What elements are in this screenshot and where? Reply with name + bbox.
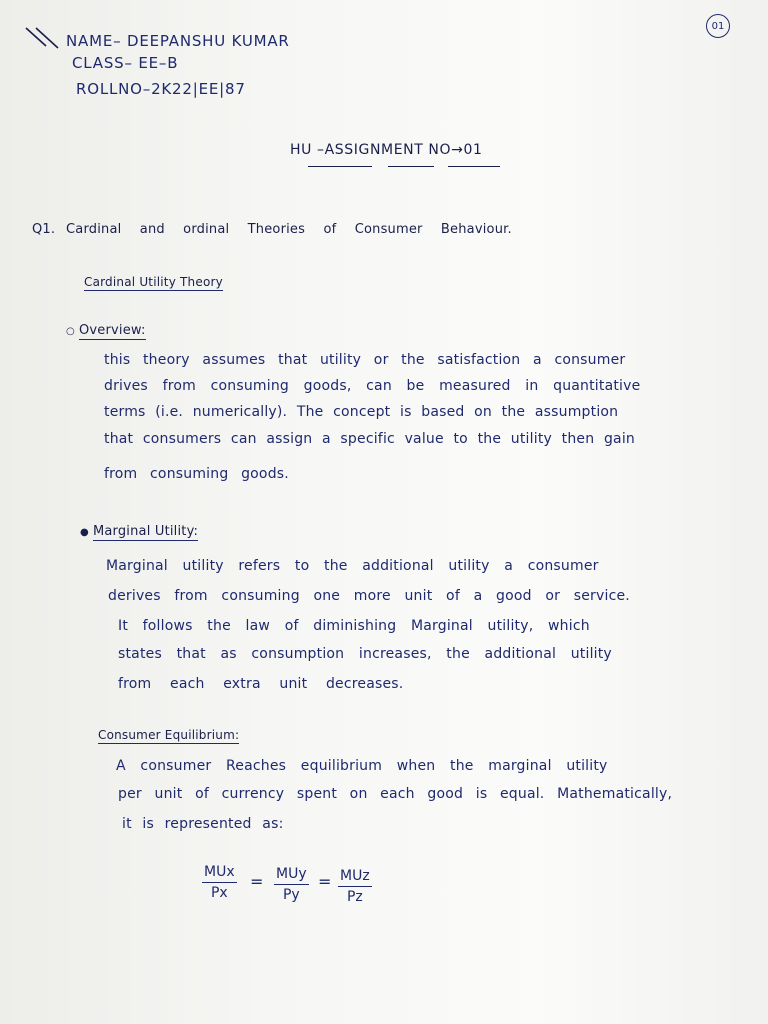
- title-underline-3: [448, 166, 500, 167]
- student-rollno: ROLLNO–2K22|EE|87: [76, 80, 246, 98]
- overview-heading: [66, 323, 146, 338]
- consumer-equilibrium-line: per unit of currency spent on each good is equal. Mathematically,: [118, 786, 673, 802]
- section-heading: Cardinal Utility Theory: [84, 275, 223, 289]
- formula-numerator: MUz: [340, 868, 370, 884]
- assignment-title: HU –ASSIGNMENT NO→01: [290, 142, 483, 158]
- formula-equals: =: [250, 872, 264, 891]
- overview-line: this theory assumes that utility or the satisfaction a consumer: [104, 352, 626, 368]
- formula-denominator: Py: [282, 887, 300, 903]
- marginal-utility-line: from each extra unit decreases.: [118, 676, 404, 692]
- formula-equals: =: [318, 872, 332, 891]
- formula-denominator: Pz: [346, 889, 363, 905]
- question-text: Cardinal and ordinal Theories of Consumer Behaviour.: [66, 222, 512, 237]
- margin-tick-mark: [24, 26, 64, 50]
- overview-heading-text: Overview:: [78, 323, 146, 338]
- bullet-icon: ○: [66, 326, 75, 337]
- formula-fraction-x: [202, 864, 237, 901]
- consumer-equilibrium-line: A consumer Reaches equilibrium when the marginal utility: [116, 758, 608, 774]
- consumer-equilibrium-line: it is represented as:: [122, 816, 284, 832]
- page-number-badge: 01: [706, 14, 730, 38]
- marginal-utility-line: states that as consumption increases, the additional utility: [118, 646, 612, 662]
- consumer-equilibrium-heading: Consumer Equilibrium:: [98, 728, 240, 742]
- overview-line: that consumers can assign a specific value to the utility then gain: [104, 431, 635, 447]
- student-name: NAME– DEEPANSHU KUMAR: [66, 32, 290, 50]
- fraction-bar: [202, 882, 237, 883]
- marginal-utility-line: Marginal utility refers to the additional utility a consumer: [106, 558, 599, 574]
- student-class: CLASS– EE–B: [72, 54, 179, 72]
- formula-fraction-y: [274, 866, 309, 903]
- title-underline-1: [308, 166, 372, 167]
- formula-denominator: Px: [210, 885, 228, 901]
- overview-line: terms (i.e. numerically). The concept is based on the assumption: [104, 404, 619, 420]
- question-label: Q1.: [32, 222, 56, 237]
- formula-numerator: MUx: [204, 864, 235, 880]
- title-underline-2: [388, 166, 434, 167]
- formula-numerator: MUy: [276, 866, 307, 882]
- overview-line: from consuming goods.: [104, 466, 289, 482]
- marginal-utility-line: derives from consuming one more unit of a good or service.: [108, 588, 630, 604]
- fraction-bar: [338, 886, 372, 887]
- marginal-utility-heading: [80, 524, 198, 539]
- marginal-utility-line: It follows the law of diminishing Marginal utility, which: [118, 618, 590, 634]
- overview-line: drives from consuming goods, can be measured in quantitative: [104, 378, 641, 394]
- marginal-utility-heading-text: Marginal Utility:: [92, 524, 199, 539]
- bullet-icon: ●: [80, 527, 89, 538]
- formula-fraction-z: [338, 868, 372, 905]
- fraction-bar: [274, 884, 309, 885]
